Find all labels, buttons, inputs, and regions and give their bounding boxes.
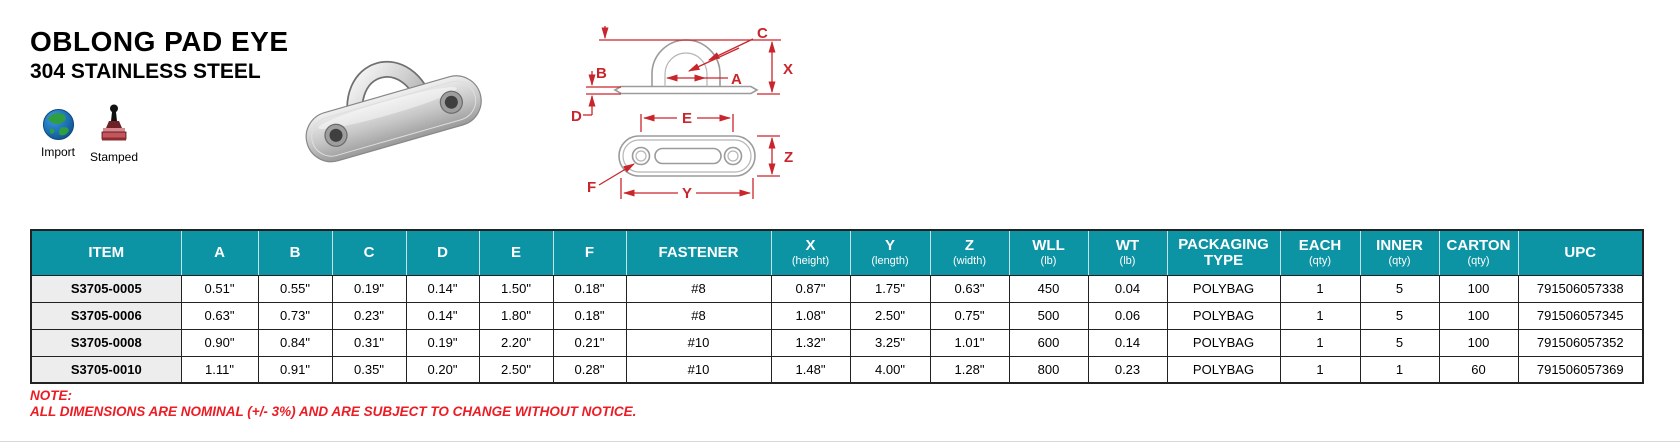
plan-view-plate-outer: [619, 136, 755, 176]
column-header-label: ITEM: [88, 243, 125, 261]
value-cell: POLYBAG: [1167, 356, 1280, 383]
value-cell: #10: [626, 329, 771, 356]
value-cell: #8: [626, 302, 771, 329]
value-cell: 100: [1439, 302, 1518, 329]
column-header-x: [771, 230, 850, 275]
value-cell: 791506057369: [1518, 356, 1643, 383]
column-header-a: [181, 230, 258, 275]
value-cell: 0.14": [406, 302, 479, 329]
column-header-f: [553, 230, 626, 275]
stamped-label: Stamped: [89, 150, 139, 164]
value-cell: 791506057345: [1518, 302, 1643, 329]
value-cell: POLYBAG: [1167, 275, 1280, 302]
dim-label-a: A: [731, 71, 742, 88]
dim-label-e: E: [681, 110, 693, 127]
globe-icon: [42, 108, 75, 141]
value-cell: 0.18": [553, 302, 626, 329]
column-header-b: [258, 230, 332, 275]
value-cell: 2.50": [479, 356, 553, 383]
item-cell: S3705-0005: [31, 275, 181, 302]
table-row: [31, 356, 1643, 383]
column-header-z: [930, 230, 1009, 275]
value-cell: 450: [1009, 275, 1088, 302]
header-row: [31, 230, 1643, 275]
value-cell: 100: [1439, 329, 1518, 356]
value-cell: 0.87": [771, 275, 850, 302]
value-cell: 1.32": [771, 329, 850, 356]
value-cell: 60: [1439, 356, 1518, 383]
value-cell: 0.14": [406, 275, 479, 302]
value-cell: 2.50": [850, 302, 930, 329]
stamped-badge: [88, 104, 140, 164]
column-header-carton: [1439, 230, 1518, 275]
plan-view-plate-inner: [623, 140, 751, 172]
note-label: NOTE:: [30, 388, 72, 403]
column-header-label: WLL: [1032, 237, 1065, 255]
value-cell: 0.19": [332, 275, 406, 302]
value-cell: 5: [1360, 275, 1439, 302]
column-header-sub: (qty): [1309, 255, 1331, 268]
value-cell: 1: [1280, 275, 1360, 302]
value-cell: 1.48": [771, 356, 850, 383]
value-cell: 1: [1280, 356, 1360, 383]
value-cell: #10: [626, 356, 771, 383]
column-header-label: A: [214, 243, 225, 261]
value-cell: 0.75": [930, 302, 1009, 329]
value-cell: 0.73": [258, 302, 332, 329]
page-title: OBLONG PAD EYE: [30, 26, 289, 57]
table-row: [31, 302, 1643, 329]
bottom-divider: [0, 441, 1680, 442]
column-header-label: C: [363, 243, 375, 261]
column-header-item: [31, 230, 181, 275]
column-header-e: [479, 230, 553, 275]
value-cell: 0.84": [258, 329, 332, 356]
value-cell: 1.08": [771, 302, 850, 329]
import-badge: [34, 108, 82, 159]
table-row: [31, 329, 1643, 356]
column-header-label: E: [510, 243, 521, 261]
column-header-label: INNER: [1376, 237, 1423, 255]
column-header-sub: (qty): [1388, 255, 1411, 268]
value-cell: 0.90": [181, 329, 258, 356]
page-subtitle: 304 STAINLESS STEEL: [30, 60, 261, 83]
value-cell: 0.23: [1088, 356, 1167, 383]
value-cell: 0.55": [258, 275, 332, 302]
value-cell: 0.06: [1088, 302, 1167, 329]
value-cell: 0.14: [1088, 329, 1167, 356]
value-cell: 0.63": [930, 275, 1009, 302]
column-header-label: Y: [884, 237, 895, 255]
value-cell: 600: [1009, 329, 1088, 356]
value-cell: 791506057352: [1518, 329, 1643, 356]
column-header-label: CARTON: [1446, 237, 1511, 255]
column-header-d: [406, 230, 479, 275]
column-header-fastener: [626, 230, 771, 275]
column-header-label: PACKAGING TYPE: [1178, 236, 1269, 269]
value-cell: 4.00": [850, 356, 930, 383]
plan-view-left-hole: [633, 148, 650, 165]
item-cell: S3705-0010: [31, 356, 181, 383]
value-cell: 5: [1360, 302, 1439, 329]
plan-view-slot: [655, 149, 721, 164]
side-view-loop-inner: [665, 53, 707, 87]
note-block: [30, 388, 636, 420]
note-text: ALL DIMENSIONS ARE NOMINAL (+/- 3%) AND ARE SUBJECT TO CHANGE WITHOUT NOTICE.: [30, 404, 637, 420]
column-header-label: Z: [964, 237, 975, 255]
value-cell: 0.04: [1088, 275, 1167, 302]
column-header-sub: (length): [871, 255, 909, 268]
value-cell: 1.11": [181, 356, 258, 383]
value-cell: 500: [1009, 302, 1088, 329]
stamp-icon: [99, 104, 129, 146]
value-cell: 1.75": [850, 275, 930, 302]
dimension-diagram: [543, 8, 805, 212]
column-header-label: WT: [1115, 237, 1140, 255]
table-body: [31, 275, 1643, 383]
column-header-c: [332, 230, 406, 275]
value-cell: 791506057338: [1518, 275, 1643, 302]
side-view-loop-outer: [652, 40, 720, 87]
dim-label-f: F: [587, 179, 597, 196]
column-header-sub: (lb): [1040, 255, 1057, 268]
column-header-wll: [1009, 230, 1088, 275]
item-cell: S3705-0006: [31, 302, 181, 329]
value-cell: 0.28": [553, 356, 626, 383]
column-header-y: [850, 230, 930, 275]
dim-label-b: B: [596, 65, 607, 82]
value-cell: 1.01": [930, 329, 1009, 356]
value-cell: 0.63": [181, 302, 258, 329]
value-cell: 1: [1360, 356, 1439, 383]
value-cell: 0.18": [553, 275, 626, 302]
table-header: [31, 230, 1643, 275]
column-header-label: F: [584, 243, 595, 261]
dim-label-y: Y: [681, 185, 693, 202]
value-cell: #8: [626, 275, 771, 302]
item-cell: S3705-0008: [31, 329, 181, 356]
value-cell: 1.80": [479, 302, 553, 329]
column-header-inner: [1360, 230, 1439, 275]
value-cell: POLYBAG: [1167, 302, 1280, 329]
table-row: [31, 275, 1643, 302]
column-header-each: [1280, 230, 1360, 275]
value-cell: 0.23": [332, 302, 406, 329]
dim-label-c: C: [757, 25, 768, 42]
value-cell: 1: [1280, 329, 1360, 356]
column-header-label: X: [805, 237, 816, 255]
value-cell: 1: [1280, 302, 1360, 329]
value-cell: 100: [1439, 275, 1518, 302]
value-cell: 0.19": [406, 329, 479, 356]
spec-table: [30, 229, 1644, 384]
column-header-sub: (lb): [1119, 255, 1136, 268]
value-cell: 0.31": [332, 329, 406, 356]
column-header-sub: (qty): [1467, 255, 1490, 268]
column-header-sub: (height): [791, 255, 830, 268]
value-cell: POLYBAG: [1167, 329, 1280, 356]
dim-label-d: D: [571, 108, 582, 125]
dim-label-z: Z: [784, 149, 794, 166]
column-header-label: EACH: [1298, 237, 1342, 255]
value-cell: 0.91": [258, 356, 332, 383]
value-cell: 1.50": [479, 275, 553, 302]
value-cell: 3.25": [850, 329, 930, 356]
plan-view-right-hole: [725, 148, 742, 165]
value-cell: 0.20": [406, 356, 479, 383]
dim-label-x: X: [783, 61, 794, 78]
column-header-sub: (width): [952, 255, 986, 268]
value-cell: 0.35": [332, 356, 406, 383]
value-cell: 2.20": [479, 329, 553, 356]
column-header-packaging-type: [1167, 230, 1280, 275]
value-cell: 0.51": [181, 275, 258, 302]
value-cell: 5: [1360, 329, 1439, 356]
column-header-label: FASTENER: [658, 243, 739, 261]
product-photo: [291, 24, 496, 189]
value-cell: 0.21": [553, 329, 626, 356]
import-label: Import: [40, 145, 75, 159]
column-header-label: UPC: [1564, 243, 1597, 261]
column-header-label: B: [289, 243, 301, 261]
column-header-wt: [1088, 230, 1167, 275]
column-header-label: D: [437, 243, 448, 261]
value-cell: 800: [1009, 356, 1088, 383]
value-cell: 1.28": [930, 356, 1009, 383]
column-header-upc: [1518, 230, 1643, 275]
